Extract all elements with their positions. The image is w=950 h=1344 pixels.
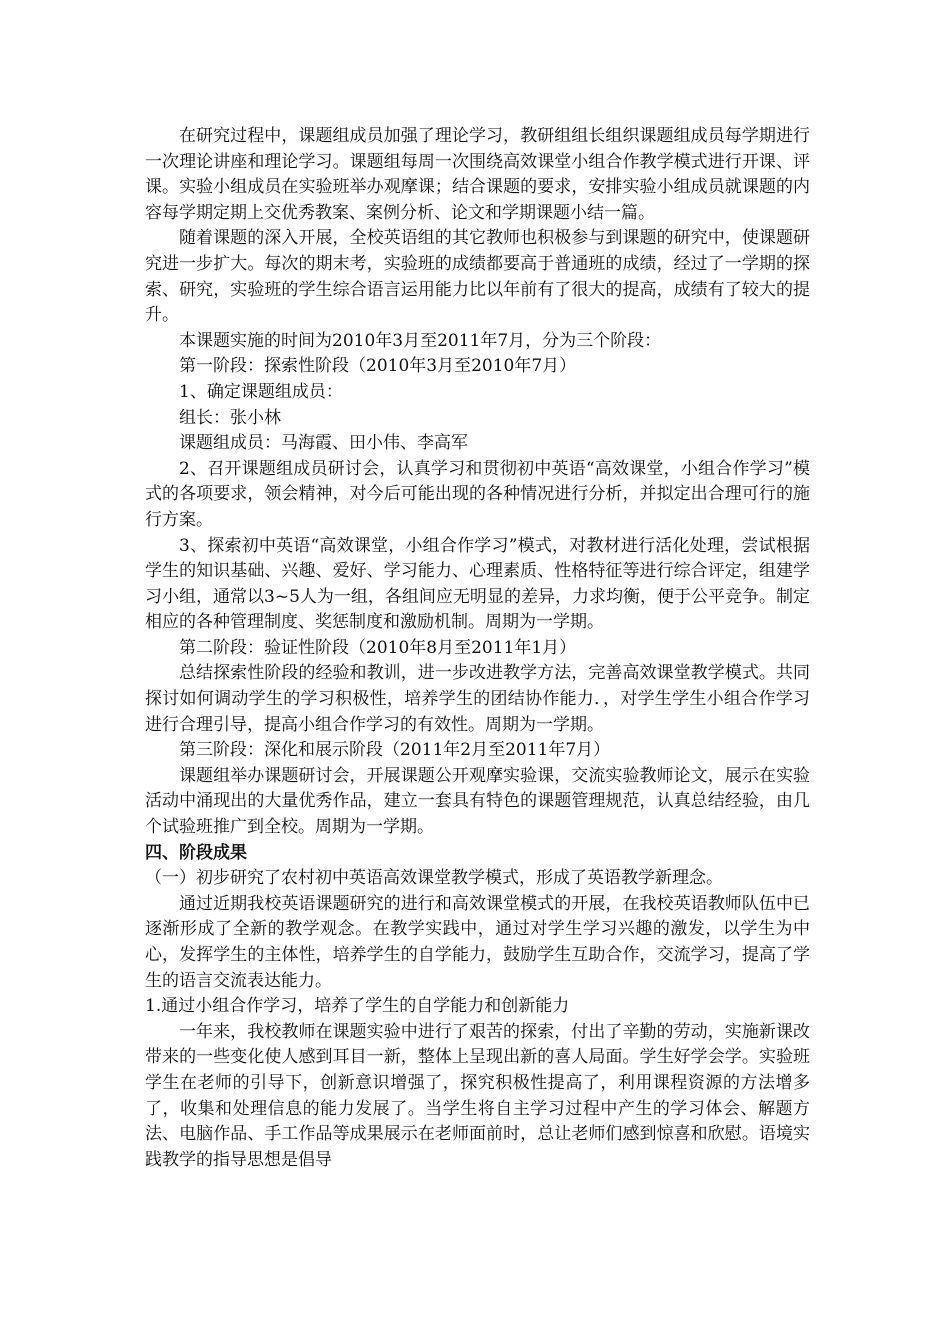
document-body [145,124,810,1173]
subsection-heading-one: （一）初步研究了农村初中英语高效课堂教学模式，形成了英语教学新理念。 [145,868,723,889]
section-heading-results: 四、阶段成果 [145,842,247,863]
paragraph-stage-three-body: 课题组举办课题研讨会，开展课题公开观摩实验课，交流实验教师论文，展示在实验活动中涌现出的大量优秀作品，建立一套具有特色的课题管理规范，认真总结经验，由几个试验班推广到全校。周期为一学期。 [145,765,810,838]
paragraph-one-year: 一年来，我校教师在课题实验中进行了艰苦的探索，付出了辛勤的劳动，实施新课改带来的一些变化使人感到耳目一新，整体上呈现出新的喜人局面。学生好学会学。实验班学生在老师的引导下，创新意识增强了，探究积极性提高了，利用课程资源的方法增多了，收集和处理信息的能力发展了。当学生将自主学习过程中产生的学习体会、解题方法、电脑作品、手工作品等成果展示在老师面前时，总让老师们感到惊喜和欣慰。语境实践教学的指导思想是倡导 [145,1021,810,1170]
paragraph-stage-two-body: 总结探索性阶段的经验和教训，进一步改进教学方法，完善高效课堂教学模式。共同探讨如何调动学生的学习积极性，培养学生的团结协作能力．，对学生学生小组合作学习进行合理引导，提高小组合作学习的有效性。周期为一学期。 [145,663,810,735]
paragraph-stage-three-title: 第三阶段：深化和展示阶段（2011年2月至2011年7月） [179,740,611,761]
paragraph-timeline: 本课题实施的时间为2010年3月至2011年7月，分为三个阶段： [179,330,662,351]
paragraph-group-leader: 组长：张小林 [179,407,281,428]
paragraph-explore-model: 3、探索初中英语“高效课堂，小组合作学习”模式，对教材进行活化处理，尝试根据学生的知识基础、兴趣、爱好、学习能力、心理素质、性格特征等进行综合评定，组建学习小组，通常以3~5人为一组，各组间应无明显的差异，力求均衡，便于公平竞争。制定相应的各种管理制度、奖惩制度和激励机制。周期为一学期。 [145,535,810,633]
paragraph-research-process: 在研究过程中，课题组成员加强了理论学习，教研组组长组织课题组成员每学期进行一次理论讲座和理论学习。课题组每周一次围绕高效课堂小组合作教学模式进行开课、评课。实验小组成员在实验班举办观摩课；结合课题的要求，安排实验小组成员就课题的内容每学期定期上交优秀教案、案例分析、论文和学期课题小结一篇。 [145,126,810,223]
paragraph-stage-two-title: 第二阶段：验证性阶段（2010年8月至2011年1月） [179,637,577,658]
paragraph-group-members: 课题组成员：马海霞、田小伟、李高军 [179,433,468,454]
paragraph-stage-one-title: 第一阶段：探索性阶段（2010年3月至2010年7月） [179,356,577,377]
paragraph-new-concept: 通过近期我校英语课题研究的进行和高效课堂模式的开展，在我校英语教师队伍中已逐渐形成了全新的教学观念。在教学实践中，通过对学生学习兴趣的激发，以学生为中心，发挥学生的主体性，培养学生的自学能力，鼓励学生互助合作，交流学习，提高了学生的语言交流表达能力。 [145,893,810,991]
paragraph-deepening: 随着课题的深入开展，全校英语组的其它教师也积极参与到课题的研究中，使课题研究进一步扩大。每次的期末考，实验班的成绩都要高于普通班的成绩，经过了一学期的探索、研究，实验班的学生综合语言运用能力比以年前有了很大的提高，成绩有了较大的提升。 [145,228,810,326]
subsection-heading-cooperation: 1.通过小组合作学习，培养了学生的自学能力和创新能力 [145,996,570,1017]
paragraph-confirm-members: 1、确定课题组成员： [179,381,343,402]
paragraph-seminar: 2、召开课题组成员研讨会，认真学习和贯彻初中英语“高效课堂，小组合作学习”模式的各项要求，领会精神，对今后可能出现的各种情况进行分析，并拟定出合理可行的施行方案。 [145,458,810,530]
